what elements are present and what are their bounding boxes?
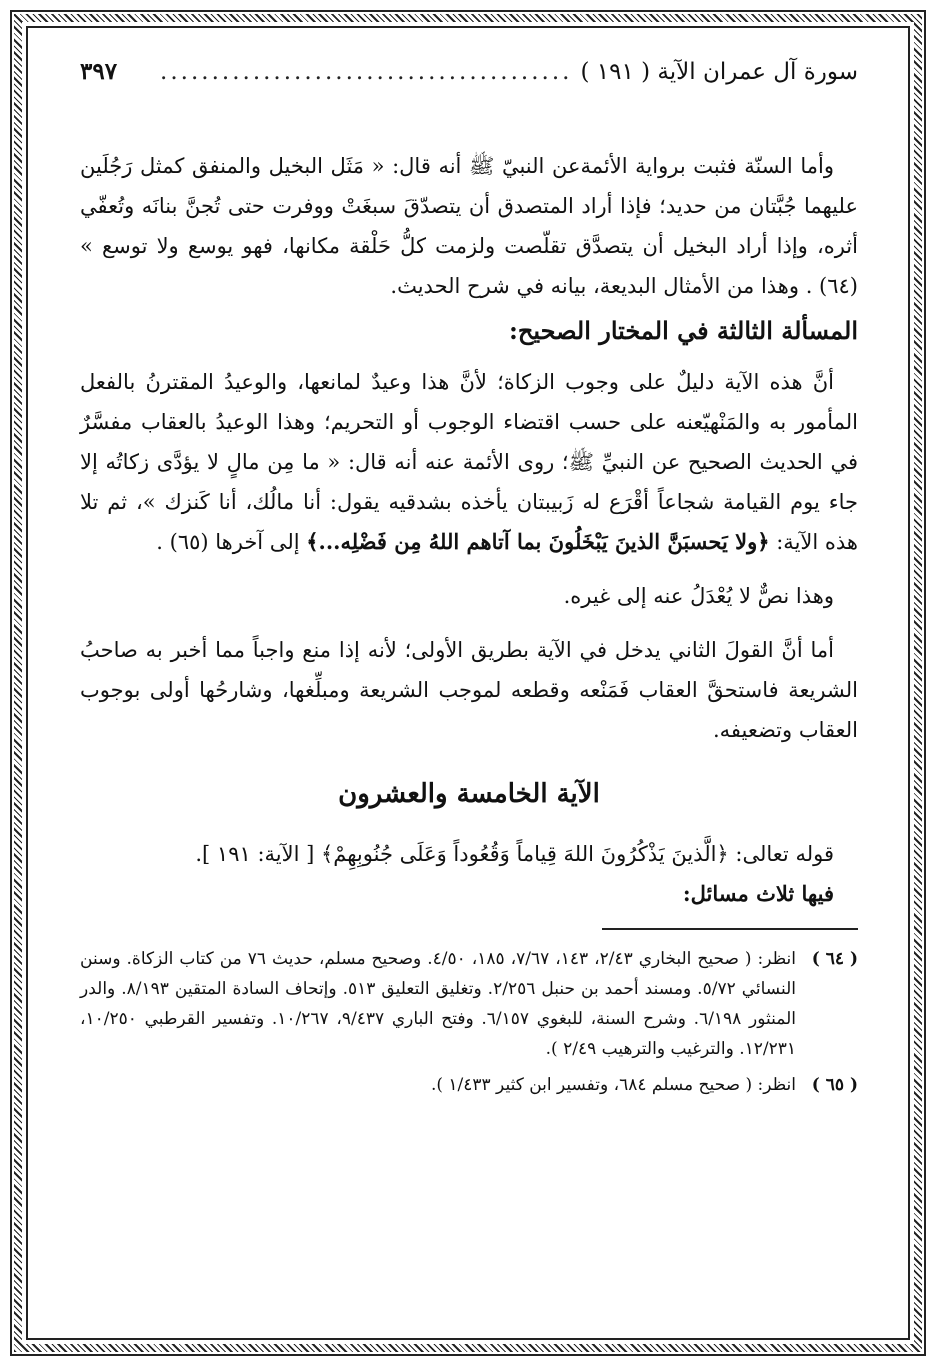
quran-quote: ﴿ولا يَحسبَنَّ الذينَ يَبْخَلُونَ بما آتاهم اللهُ مِن فَضْلِه...﴾: [306, 529, 770, 554]
footnote-text: انظر: ( صحيح البخاري ٢/٤٣، ١٤٣، ٧/٦٧، ١٨٥، ٤/٥٠. وصحيح مسلم، حديث ٧٦ من كتاب الزكاة. وسنن النسائي ٥/٧٢. ومسند أحمد بن حنبل ٢/٢٥٦. وتغليق التعليق ٥١٣. وإتحاف السادة المتقين ٨/١٩٣. والدر المنثور ٦/١٩٨. وشرح السنة، للبغوي ٦/١٥٧. وفتح الباري ٩/٤٣٧، ١٠/٢٦٧. وتفسير القرطبي ١٠/٢٥٠، ١٢/٢٣١. والترغيب والترهيب ٢/٤٩ ).: [80, 949, 797, 1059]
footnote-number: ( ٦٥ ): [811, 1075, 858, 1095]
footnotes: [80, 944, 858, 1100]
running-header: [80, 58, 858, 98]
verse-heading: الآية الخامسة والعشرون: [338, 779, 600, 809]
footnote-item: [80, 1070, 858, 1100]
paragraph-second-opinion: أما أنَّ القولَ الثاني يدخل في الآية بطريق الأولى؛ لأنه إذا منع واجباً مما أخبر به صاحبُ الشريعة فاستحقَّ العقاب فَمَنْعه وقطعه لموجب الشريعة ومبلِّغها، وشارحُها أولى بوجوب العقاب وتضعيفه.: [80, 638, 858, 742]
footnote-text: انظر: ( صحيح مسلم ٦٨٤، وتفسير ابن كثير ١/٤٣٣ ).: [430, 1075, 796, 1095]
footnote-divider: [602, 928, 858, 930]
header-surah-title: سورة آل عمران الآية ( ١٩١ ): [580, 59, 858, 85]
paragraph-sunnah: وأما السنّة فثبت برواية الأئمةعن النبيّ ﷺ أنه قال: « مَثَل البخيل والمنفق كمثل رَجُلَين عليهما جُبَّتان من حديد؛ فإذا أراد المتصدق أن يتصدّقَ سبغَتْ ووفرت حتى تُجنَّ بنانَه وتُعفّي أثره، وإذا أراد البخيل أن يتصدَّق تقلّصت ولزمت كلُّ حَلْقة مكانها، فهو يوسع ولا توسع » (٦٤) . وهذا من الأمثال البديعة، بيانه في شرح الحديث.: [80, 154, 858, 298]
header-leader-dots: ........................................: [160, 59, 573, 85]
page-number: ٣٩٧: [80, 58, 118, 85]
paragraph-text-clear: وهذا نصٌّ لا يُعْدَلُ عنه إلى غيره.: [563, 584, 834, 608]
footnote-item: [80, 944, 858, 1064]
main-text: [80, 146, 858, 914]
paragraph-zakat-text: أنَّ هذه الآية دليلٌ على وجوب الزكاة؛ لأنَّ هذا وعيدٌ لمانعها، والوعيدُ المقترنُ بالفعل المأمور به والمَنْهيّعنه على حسب اقتضاء الوجوب أو التحريم؛ وهذا الوعيدُ بالعقاب مفسَّرٌ في الحديث الصحيح عن النبيِّ ﷺ؛ روى الأئمة عنه أنه قال: « ما مِن مالٍ لا يؤدَّى زكاتُه إلا جاء يوم القيامة شجاعاً أقْرَع له زَبيبتان يأخذه بشدقيه يقول: أنا مالُك، أنا كَنزك »، ثم تلا هذه الآية:: [80, 370, 858, 554]
page-content: [80, 58, 858, 1318]
paragraph-zakat-evidence: [80, 362, 858, 562]
paragraph-zakat-end: إلى آخرها (٦٥) .: [156, 530, 300, 554]
section-heading-third-issue: المسألة الثالثة في المختار الصحيح:: [509, 316, 858, 345]
spacer: [80, 562, 858, 576]
paragraph-three-issues: فيها ثلاث مسائل:: [682, 881, 834, 906]
footnote-number: ( ٦٤ ): [811, 949, 858, 969]
spacer: [80, 616, 858, 630]
paragraph-verse-quote: قوله تعالى: ﴿الَّذينَ يَذْكُرُونَ اللهَ قِياماً وَقُعُوداً وَعَلَى جُنُوبِهِمْ﴾ [ الآية: ١٩١ ].: [195, 842, 834, 866]
